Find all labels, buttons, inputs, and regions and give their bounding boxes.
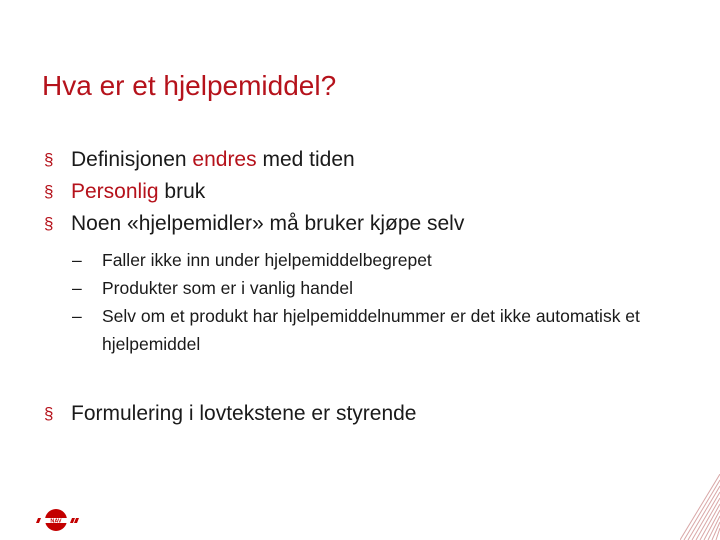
corner-decoration (680, 474, 720, 540)
bullet-highlight: Personlig (71, 180, 159, 203)
sub-bullet (72, 274, 684, 302)
bullet-highlight: endres (192, 148, 257, 171)
sub-bullet-text: Selv om et produkt har hjelpemiddelnummer er det ikke automatisk et hjelpemiddel (102, 306, 640, 354)
bullet-marker: § (44, 150, 54, 169)
bullet-marker: § (44, 404, 54, 423)
svg-text:NAV: NAV (50, 518, 62, 525)
bullet-text: Noen «hjelpemidler» må bruker kjøpe selv (71, 212, 465, 235)
bullet-list (44, 144, 684, 430)
sub-bullet-text: Produkter som er i vanlig handel (102, 278, 353, 298)
bullet-marker: § (44, 214, 54, 233)
bullet-legal-text (44, 398, 684, 430)
bullet-self-purchase (44, 208, 684, 240)
bullet-marker: § (44, 182, 54, 201)
nav-logo-icon (36, 508, 80, 537)
sub-bullet-text: Faller ikke inn under hjelpemiddelbegrepet (102, 250, 432, 270)
bullet-text: med tiden (256, 148, 355, 171)
sub-bullet-marker: – (72, 278, 82, 298)
bullet-definition (44, 144, 684, 176)
slide-title: Hva er et hjelpemiddel? (42, 70, 337, 101)
sub-bullet-list (44, 246, 684, 358)
sub-bullet (72, 302, 684, 358)
bullet-personal-use (44, 176, 684, 208)
sub-bullet (72, 246, 684, 274)
sub-bullet-marker: – (72, 306, 82, 326)
bullet-text: Formulering i lovtekstene er styrende (71, 402, 417, 425)
bullet-text: Definisjonen (71, 148, 193, 171)
bullet-text: bruk (158, 180, 206, 203)
sub-bullet-marker: – (72, 250, 82, 270)
